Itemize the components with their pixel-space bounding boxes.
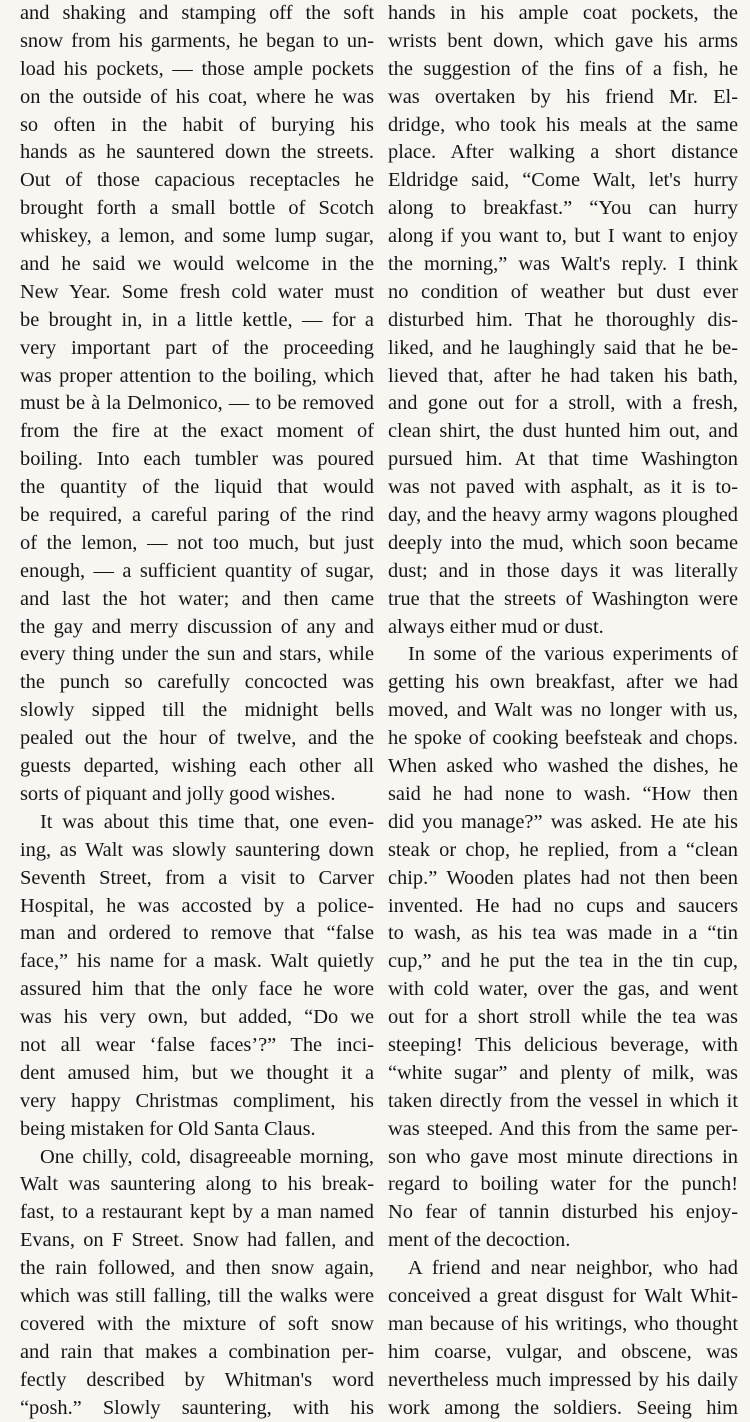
- text-line: being mistaken for Old Santa Claus.: [20, 1117, 316, 1140]
- text-line: steak or chop, he replied, from a “clean: [388, 838, 738, 861]
- text-line: snow from his garments, he began to un-: [20, 29, 374, 52]
- text-line: was steeped. And this from the same per-: [388, 1117, 738, 1140]
- text-line: and gone out for a stroll, with a fresh,: [388, 392, 738, 415]
- text-line: the gay and merry discussion of any and: [20, 615, 374, 638]
- text-line: hands in his ample coat pockets, the: [388, 2, 738, 24]
- text-line: clean shirt, the dust hunted him out, and: [388, 420, 738, 443]
- text-line: “white sugar” and plenty of milk, was: [388, 1061, 738, 1084]
- text-line: and rain that makes a combination per-: [20, 1340, 374, 1363]
- text-line: Out of those capacious receptacles he: [20, 169, 374, 192]
- text-line: taken directly from the vessel in which it: [388, 1089, 738, 1112]
- text-line: the punch so carefully concocted was: [20, 671, 374, 694]
- text-line: so often in the habit of burying his: [20, 113, 374, 136]
- text-line: cup,” and he put the tea in the tin cup,: [388, 950, 738, 973]
- text-line: No fear of tannin disturbed his enjoy-: [388, 1201, 738, 1224]
- text-line: A friend and near neighbor, who had: [408, 1257, 738, 1280]
- text-line: was overtaken by his friend Mr. El-: [388, 85, 738, 108]
- text-line: day, and the heavy army wagons ploughed: [388, 504, 738, 527]
- text-line: chip.” Wooden plates had not then been: [388, 866, 738, 889]
- text-line: “posh.” Slowly sauntering, with his: [20, 1396, 374, 1419]
- text-line: disturbed him. That he thoroughly dis-: [388, 308, 738, 331]
- text-line: fectly described by Whitman's word: [20, 1368, 374, 1391]
- right-text-column: [388, 0, 738, 1422]
- left-text-column: [20, 0, 374, 1422]
- text-line: steeping! This delicious beverage, with: [388, 1033, 738, 1056]
- text-line: wrists bent down, which gave his arms: [388, 29, 738, 52]
- text-line: the rain followed, and then snow again,: [20, 1257, 374, 1280]
- text-line: along if you want to, but I want to enjoy: [388, 225, 738, 248]
- text-line: and shaking and stamping off the soft: [20, 2, 374, 24]
- text-line: along to breakfast.” “You can hurry: [388, 197, 738, 220]
- text-line: Eldridge said, “Come Walt, let's hurry: [388, 169, 738, 192]
- text-line: deeply into the mud, which soon became: [388, 531, 738, 554]
- text-line: must be à la Delmonico, — to be removed: [20, 392, 374, 415]
- text-line: face,” his name for a mask. Walt quietly: [20, 950, 374, 973]
- text-line: out for a short stroll while the tea was: [388, 1006, 738, 1029]
- text-line: pursued him. At that time Washington: [388, 448, 738, 471]
- text-line: and last the hot water; and then came: [20, 587, 374, 610]
- text-line: assured him that the only face he wore: [20, 978, 374, 1001]
- text-line: was proper attention to the boiling, which: [20, 364, 374, 387]
- text-line: with cold water, over the gas, and went: [388, 978, 738, 1001]
- text-line: dridge, who took his meals at the same: [388, 113, 738, 136]
- text-line: covered with the mixture of soft snow: [20, 1312, 374, 1335]
- text-line: When asked who washed the dishes, he: [388, 755, 738, 778]
- text-line: Seventh Street, from a visit to Carver: [20, 866, 374, 889]
- text-line: lieved that, after he had taken his bath,: [388, 364, 738, 387]
- text-line: very happy Christmas compliment, his: [20, 1089, 374, 1112]
- text-line: enough, — a sufficient quantity of sugar,: [20, 559, 374, 582]
- text-line: which was still falling, till the walks were: [20, 1284, 374, 1307]
- text-line: true that the streets of Washington were: [388, 587, 738, 610]
- text-line: brought forth a small bottle of Scotch: [20, 197, 374, 220]
- text-line: the suggestion of the fins of a fish, he: [388, 57, 738, 80]
- text-line: son who gave most minute directions in: [388, 1145, 738, 1168]
- text-line: hands as he sauntered down the streets.: [20, 141, 374, 164]
- text-line: New Year. Some fresh cold water must: [20, 280, 374, 303]
- text-line: from the fire at the exact moment of: [20, 420, 374, 443]
- text-line: pealed out the hour of twelve, and the: [20, 727, 374, 750]
- text-line: be required, a careful paring of the rind: [20, 504, 374, 527]
- text-line: said he had none to wash. “How then: [388, 782, 738, 805]
- text-line: work among the soldiers. Seeing him: [388, 1396, 738, 1419]
- text-line: not all wear ‘false faces’?” The inci-: [20, 1033, 374, 1056]
- text-line: and he said we would welcome in the: [20, 253, 374, 276]
- text-line: dent amused him, but we thought it a: [20, 1061, 374, 1084]
- text-line: In some of the various experiments of: [408, 643, 738, 666]
- text-line: ment of the decoction.: [388, 1229, 571, 1252]
- text-line: boiling. Into each tumbler was poured: [20, 448, 374, 471]
- text-line: guests departed, wishing each other all: [20, 755, 374, 778]
- text-line: ing, as Walt was slowly sauntering down: [20, 838, 374, 861]
- text-line: invented. He had no cups and saucers: [388, 894, 738, 917]
- text-line: load his pockets, — those ample pockets: [20, 57, 374, 80]
- text-line: fast, to a restaurant kept by a man named: [20, 1201, 374, 1224]
- text-line: very important part of the proceeding: [20, 336, 374, 359]
- text-line: every thing under the sun and stars, while: [20, 643, 374, 666]
- text-line: did you manage?” was asked. He ate his: [388, 810, 738, 833]
- text-line: man because of his writings, who thought: [388, 1312, 738, 1335]
- text-line: It was about this time that, one even-: [40, 810, 374, 833]
- text-line: always either mud or dust.: [388, 615, 604, 638]
- text-line: him coarse, vulgar, and obscene, was: [388, 1340, 738, 1363]
- text-line: man and ordered to remove that “false: [20, 922, 374, 945]
- text-line: dust; and in those days it was literally: [388, 559, 738, 582]
- text-line: the quantity of the liquid that would: [20, 476, 374, 499]
- text-line: moved, and Walt was no longer with us,: [388, 699, 738, 722]
- text-line: getting his own breakfast, after we had: [388, 671, 738, 694]
- text-line: nevertheless much impressed by his daily: [388, 1368, 738, 1391]
- text-line: of the lemon, — not too much, but just: [20, 531, 374, 554]
- text-line: One chilly, cold, disagreeable morning,: [40, 1145, 374, 1168]
- text-line: be brought in, in a little kettle, — for a: [20, 308, 374, 331]
- text-line: was his very own, but added, “Do we: [20, 1006, 374, 1029]
- text-line: liked, and he laughingly said that he be-: [388, 336, 738, 359]
- text-line: no condition of weather but dust ever: [388, 280, 738, 303]
- text-line: on the outside of his coat, where he was: [20, 85, 374, 108]
- text-line: the morning,” was Walt's reply. I think: [388, 253, 738, 276]
- text-line: sorts of piquant and jolly good wishes.: [20, 782, 336, 805]
- text-line: Walt was sauntering along to his break-: [20, 1173, 374, 1196]
- text-line: conceived a great disgust for Walt Whit-: [388, 1284, 738, 1307]
- text-line: Evans, on F Street. Snow had fallen, and: [20, 1229, 374, 1252]
- text-line: Hospital, he was accosted by a police-: [20, 894, 374, 917]
- text-line: to wash, as his tea was made in a “tin: [388, 922, 738, 945]
- text-line: place. After walking a short distance: [388, 141, 738, 164]
- text-line: whiskey, a lemon, and some lump sugar,: [20, 225, 374, 248]
- text-line: regard to boiling water for the punch!: [388, 1173, 738, 1196]
- text-line: was not paved with asphalt, as it is to-: [388, 476, 738, 499]
- text-line: he spoke of cooking beefsteak and chops.: [388, 727, 738, 750]
- text-line: slowly sipped till the midnight bells: [20, 699, 374, 722]
